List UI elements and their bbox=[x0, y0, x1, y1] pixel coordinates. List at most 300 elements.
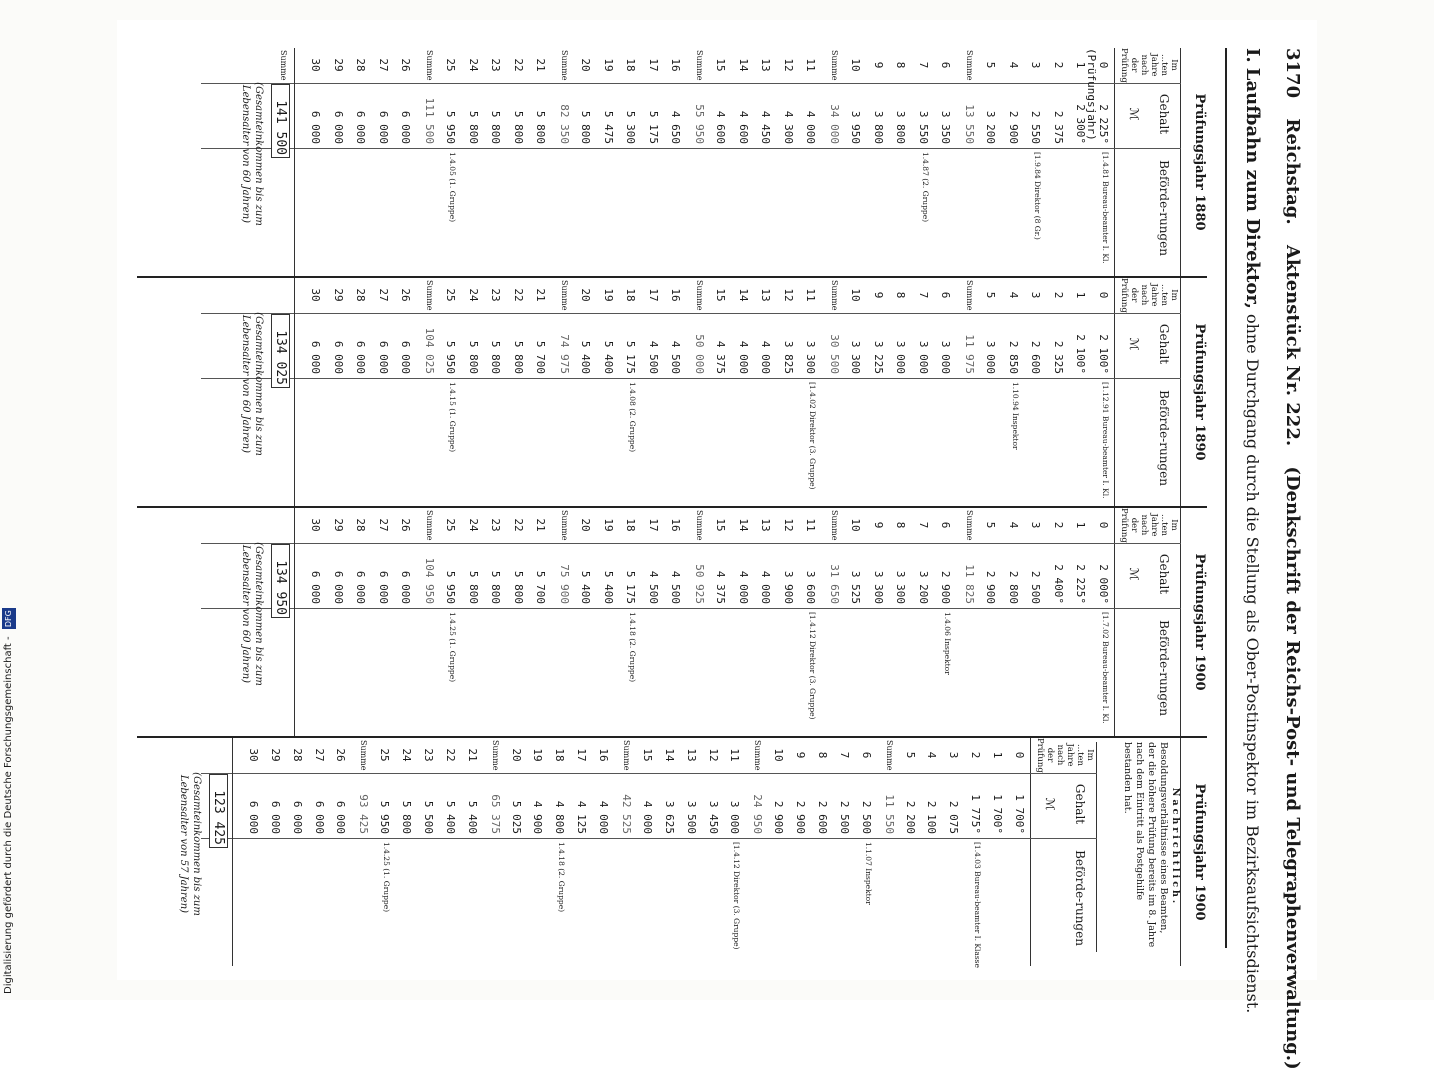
year-after-exam: 27 bbox=[377, 288, 390, 302]
year-after-exam: 6 bbox=[859, 751, 873, 759]
table-row bbox=[940, 48, 952, 276]
table-row bbox=[466, 738, 478, 966]
table-row bbox=[1075, 278, 1087, 506]
salary-value: 4 125 bbox=[575, 800, 589, 834]
grand-total-value: 123 425 bbox=[209, 774, 228, 848]
year-after-exam: 20 bbox=[509, 748, 523, 762]
table-row bbox=[940, 508, 952, 736]
salary-value: 2 500 bbox=[837, 800, 851, 834]
table-row bbox=[670, 508, 682, 736]
table-row bbox=[575, 738, 587, 966]
salary-value: 4 375 bbox=[714, 340, 728, 374]
table-row bbox=[1007, 278, 1019, 506]
table-row bbox=[663, 738, 675, 966]
table-row bbox=[805, 48, 817, 276]
promotion-note: [1.4.03 Bureau-beamter I. Klasse bbox=[973, 842, 983, 968]
year-after-exam: 24 bbox=[467, 288, 480, 302]
year-after-exam: 0 bbox=[1013, 751, 1026, 759]
salary-value: 4 800 bbox=[553, 800, 567, 834]
year-after-exam: 10 bbox=[772, 748, 786, 762]
salary-value: 6 000 bbox=[309, 340, 323, 374]
subtotal-row bbox=[690, 278, 706, 506]
salary-value: 2 900 bbox=[794, 800, 808, 834]
salary-value: 3 825 bbox=[782, 340, 795, 374]
salary-value: 6 000 bbox=[354, 340, 368, 374]
subtotal-row bbox=[690, 508, 706, 736]
year-after-exam: 13 bbox=[684, 748, 698, 762]
year-after-exam: 27 bbox=[312, 748, 326, 762]
year-after-exam: 26 bbox=[399, 288, 413, 302]
salary-value: 2 000° bbox=[1097, 564, 1110, 604]
salary-value: 4 500 bbox=[647, 340, 660, 374]
table-row bbox=[377, 508, 389, 736]
year-after-exam: 29 bbox=[268, 748, 282, 762]
year-after-exam: 2 bbox=[1052, 291, 1065, 299]
subtotal-row bbox=[555, 278, 571, 506]
year-after-exam: 12 bbox=[782, 518, 795, 532]
subtotal-value: 50 000 bbox=[693, 334, 706, 374]
subtotal-value: 104 950 bbox=[423, 557, 436, 604]
year-after-exam: 17 bbox=[647, 58, 660, 72]
table-row bbox=[715, 508, 727, 736]
year-after-exam: 28 bbox=[354, 58, 368, 72]
year-after-exam: 30 bbox=[246, 748, 260, 762]
year-after-exam: 16 bbox=[669, 58, 683, 72]
salary-value: 5 175 bbox=[624, 340, 638, 374]
salary-value: 3 300 bbox=[894, 570, 908, 604]
table-row bbox=[535, 48, 547, 276]
year-after-exam: 14 bbox=[737, 518, 750, 532]
section-year-title: Prüfungsjahr 1880 bbox=[1180, 48, 1207, 276]
dfg-logo-icon: DFG bbox=[2, 608, 16, 629]
salary-value: 6 000 bbox=[377, 570, 390, 604]
year-after-exam: 11 bbox=[804, 58, 818, 72]
total-income-footnote: (Gesamteinkommen bis zum Lebensalter von 60 Jahren) bbox=[240, 542, 264, 686]
salary-value: 3 000 bbox=[728, 800, 742, 834]
subtotal-row bbox=[420, 278, 436, 506]
salary-value: 3 000 bbox=[917, 340, 930, 374]
subtotal-value: 82 350 bbox=[558, 104, 571, 144]
salary-value: 5 800 bbox=[534, 110, 548, 144]
salary-value: 3 800 bbox=[894, 110, 908, 144]
salary-value: 6 000 bbox=[332, 340, 345, 374]
salary-value: 6 000 bbox=[332, 570, 345, 604]
salary-value: 5 800 bbox=[489, 110, 503, 144]
year-after-exam: 11 bbox=[728, 748, 742, 762]
salary-value: 4 600 bbox=[714, 110, 728, 144]
salary-value: 3 300 bbox=[804, 340, 818, 374]
year-after-exam: 30 bbox=[309, 288, 323, 302]
year-after-exam: 12 bbox=[706, 748, 720, 762]
year-after-exam: 0 bbox=[1097, 521, 1110, 529]
table-row bbox=[377, 278, 389, 506]
salary-value: 4 000 bbox=[759, 340, 773, 374]
page-number: 3170 bbox=[1282, 48, 1303, 99]
year-after-exam: 3 bbox=[1029, 291, 1043, 299]
salary-value: 2 800 bbox=[1007, 570, 1020, 604]
exam-year-section bbox=[137, 738, 1207, 966]
year-after-exam: 17 bbox=[647, 288, 660, 302]
promotion-note: 1.10.94 Inspektor bbox=[1011, 382, 1020, 450]
salary-value: 6 000 bbox=[399, 570, 413, 604]
table-row bbox=[334, 738, 346, 966]
table-row bbox=[985, 278, 997, 506]
year-after-exam: 22 bbox=[512, 58, 525, 72]
salary-value: 2 100 bbox=[925, 800, 939, 834]
table-row bbox=[602, 48, 614, 276]
year-after-exam: 16 bbox=[597, 748, 611, 762]
salary-value: 2 100° bbox=[1074, 334, 1088, 374]
section-year-title: Prüfungsjahr 1890 bbox=[1180, 278, 1207, 506]
subtotal-value: 24 950 bbox=[751, 794, 765, 834]
table-row bbox=[1013, 738, 1025, 966]
salary-value: 2 900 bbox=[772, 800, 786, 834]
year-after-exam: 15 bbox=[640, 748, 654, 762]
year-after-exam: 25 bbox=[444, 58, 458, 72]
table-row bbox=[1052, 48, 1064, 276]
salary-value: 2 500 bbox=[859, 800, 873, 834]
table-row bbox=[467, 278, 479, 506]
year-after-exam: 16 bbox=[669, 288, 683, 302]
subtotal-row bbox=[690, 48, 706, 276]
table-row bbox=[715, 48, 727, 276]
table-row bbox=[1075, 48, 1087, 276]
section-numeral: I. bbox=[1242, 48, 1263, 63]
currency-unit-label: ℳ bbox=[1127, 567, 1141, 581]
salary-value: 4 000 bbox=[737, 340, 750, 374]
table-row bbox=[602, 508, 614, 736]
salary-value: 5 400 bbox=[602, 340, 615, 374]
table-row bbox=[647, 48, 659, 276]
table-row bbox=[850, 508, 862, 736]
salary-value: 6 000 bbox=[246, 800, 260, 834]
salary-value: 2 325 bbox=[1052, 340, 1065, 374]
salary-value: 2 300° bbox=[1074, 104, 1088, 144]
salary-value: 5 400 bbox=[579, 340, 593, 374]
year-after-exam: 20 bbox=[579, 58, 593, 72]
subtotal-row bbox=[555, 508, 571, 736]
table-row bbox=[670, 278, 682, 506]
salary-value: 1 775° bbox=[969, 794, 983, 834]
year-after-exam: 30 bbox=[309, 518, 323, 532]
year-after-exam: 30 bbox=[309, 58, 323, 72]
salary-value: 3 000 bbox=[939, 340, 953, 374]
year-column-header: Im ...ten Jahre nach der Prüfung bbox=[1119, 278, 1179, 313]
subtotal-label: Summe bbox=[965, 50, 974, 81]
subtotal-value: 31 650 bbox=[828, 564, 841, 604]
year-after-exam: 6 bbox=[939, 61, 953, 69]
salary-value: 2 850 bbox=[1007, 340, 1020, 374]
year-after-exam: 10 bbox=[849, 58, 863, 72]
table-row bbox=[467, 48, 479, 276]
salary-value: 5 500 bbox=[422, 800, 435, 834]
table-row bbox=[904, 738, 916, 966]
subtotal-label: Summe bbox=[622, 740, 631, 771]
salary-value: 4 000 bbox=[640, 800, 654, 834]
year-after-exam: 24 bbox=[467, 518, 480, 532]
year-after-exam: 23 bbox=[489, 518, 503, 532]
year-after-exam: 8 bbox=[894, 521, 908, 529]
year-column-header: Im ...ten Jahre nach der Prüfung bbox=[1035, 738, 1095, 773]
salary-value: 4 500 bbox=[669, 340, 683, 374]
salary-value: 4 000 bbox=[804, 110, 818, 144]
year-after-exam: 11 bbox=[804, 288, 818, 302]
year-after-exam: 28 bbox=[354, 288, 368, 302]
table-row bbox=[512, 278, 524, 506]
salary-value: 6 000 bbox=[309, 570, 323, 604]
salary-value: 3 525 bbox=[849, 570, 863, 604]
table-row bbox=[310, 508, 322, 736]
salary-value: 5 175 bbox=[647, 110, 660, 144]
salary-value: 5 800 bbox=[489, 340, 503, 374]
table-row bbox=[895, 508, 907, 736]
promotion-note: [1.7.02 Bureau-beamter I. Kl. bbox=[1101, 612, 1110, 724]
table-row bbox=[760, 48, 772, 276]
salary-value: 4 450 bbox=[759, 110, 773, 144]
table-row bbox=[1007, 48, 1019, 276]
subtotal-label: Summe bbox=[830, 280, 839, 311]
table-row bbox=[707, 738, 719, 966]
year-after-exam: 22 bbox=[512, 518, 525, 532]
salary-value: 2 400° bbox=[1052, 564, 1065, 604]
promotion-note: 1.4.15 (1. Gruppe) bbox=[448, 382, 458, 453]
table-row bbox=[794, 738, 806, 966]
year-after-exam: 4 bbox=[1007, 521, 1020, 529]
promotion-note: 1.1.07 Inspektor bbox=[863, 842, 873, 905]
table-row bbox=[872, 278, 884, 506]
year-after-exam: 4 bbox=[1007, 291, 1020, 299]
table-row bbox=[737, 278, 749, 506]
salary-value: 2 500 bbox=[1029, 570, 1043, 604]
subtotal-row bbox=[960, 508, 976, 736]
year-after-exam: 2 bbox=[969, 751, 983, 759]
salary-value: 5 300 bbox=[624, 110, 638, 144]
year-after-exam: 21 bbox=[465, 748, 479, 762]
salary-value: 5 400 bbox=[579, 570, 593, 604]
table-row bbox=[597, 738, 609, 966]
table-row bbox=[925, 738, 937, 966]
subtotal-row bbox=[880, 738, 896, 966]
salary-value: 4 500 bbox=[669, 570, 683, 604]
salary-value: 6 000 bbox=[332, 110, 345, 144]
promotion-note: 1.4.18 (2. Gruppe) bbox=[628, 612, 638, 683]
year-after-exam: 2 bbox=[1052, 521, 1065, 529]
subtotal-row bbox=[825, 508, 841, 736]
table-row bbox=[850, 278, 862, 506]
table-row bbox=[715, 278, 727, 506]
note-body: Besoldungsverhältnisse eines Beamten, der die höhere Prüfung bereits im 8. Jahre nach dem Eintritt als Postgehilfe bestanden hat. bbox=[1122, 742, 1169, 948]
table-row bbox=[445, 508, 457, 736]
salary-value: 3 200 bbox=[984, 110, 998, 144]
year-after-exam: 5 bbox=[903, 751, 917, 759]
table-row bbox=[377, 48, 389, 276]
promotion-note: 1.4.08 (2. Gruppe) bbox=[628, 382, 638, 453]
table-row bbox=[422, 738, 434, 966]
table-row bbox=[625, 278, 637, 506]
subtotal-label: Summe bbox=[753, 740, 763, 771]
year-after-exam: 28 bbox=[354, 518, 368, 532]
table-row bbox=[850, 48, 862, 276]
year-after-exam: 17 bbox=[647, 518, 660, 532]
year-after-exam: 29 bbox=[332, 518, 345, 532]
year-after-exam: 27 bbox=[377, 58, 390, 72]
salary-value: 5 800 bbox=[512, 340, 525, 374]
subtotal-row bbox=[960, 48, 976, 276]
salary-value: 6 000 bbox=[309, 110, 323, 144]
page-header bbox=[1273, 48, 1303, 1070]
grand-total-row bbox=[208, 738, 233, 966]
year-after-exam: 19 bbox=[602, 58, 615, 72]
table-row bbox=[580, 508, 592, 736]
salary-value: 3 225 bbox=[872, 340, 885, 374]
table-row bbox=[737, 508, 749, 736]
salary-value: 3 000 bbox=[984, 340, 998, 374]
year-after-exam: 27 bbox=[377, 518, 390, 532]
year-after-exam: 29 bbox=[332, 58, 345, 72]
table-row bbox=[332, 48, 344, 276]
year-after-exam: 19 bbox=[602, 288, 615, 302]
table-row bbox=[467, 508, 479, 736]
year-after-exam: 20 bbox=[579, 288, 593, 302]
year-after-exam: 24 bbox=[467, 58, 480, 72]
promotion-note: [1.4.02 Direktor (3. Gruppe) bbox=[808, 382, 818, 490]
salary-value: 3 450 bbox=[706, 800, 720, 834]
salary-value: 6 000 bbox=[377, 340, 390, 374]
table-row bbox=[512, 508, 524, 736]
year-after-exam: 15 bbox=[714, 58, 728, 72]
subtotal-row bbox=[420, 48, 436, 276]
table-row bbox=[670, 48, 682, 276]
year-after-exam: 12 bbox=[782, 58, 795, 72]
salary-value: 5 800 bbox=[467, 110, 480, 144]
salary-value: 5 800 bbox=[489, 570, 503, 604]
table-row bbox=[355, 278, 367, 506]
salary-value: 2 225° bbox=[1074, 564, 1088, 604]
salary-value: 6 000 bbox=[312, 800, 326, 834]
year-after-exam: 0 bbox=[1097, 291, 1110, 299]
salary-value: 4 000 bbox=[597, 800, 611, 834]
salary-value: 5 700 bbox=[534, 340, 548, 374]
table-row bbox=[737, 48, 749, 276]
table-row bbox=[332, 508, 344, 736]
salary-value: 5 700 bbox=[534, 570, 548, 604]
salary-value: 1 700° bbox=[991, 794, 1005, 834]
salary-value: 2 900 bbox=[939, 570, 953, 604]
subtotal-label: Summe bbox=[965, 510, 974, 541]
subtotal-value: 93 425 bbox=[357, 794, 371, 834]
table-row bbox=[760, 278, 772, 506]
year-after-exam: 14 bbox=[737, 58, 750, 72]
subtotal-row bbox=[960, 278, 976, 506]
table-row bbox=[1030, 278, 1042, 506]
table-row bbox=[602, 278, 614, 506]
subtotal-label: Summe bbox=[695, 510, 704, 541]
year-after-exam: 24 bbox=[400, 748, 414, 762]
table-row bbox=[625, 508, 637, 736]
table-row bbox=[940, 278, 952, 506]
year-after-exam: 5 bbox=[984, 61, 998, 69]
salary-value: 5 800 bbox=[579, 110, 593, 144]
salary-column-header: Gehalt bbox=[1157, 93, 1171, 135]
year-after-exam: 14 bbox=[662, 748, 676, 762]
year-after-exam: 22 bbox=[512, 288, 525, 302]
section-year-title: Prüfungsjahr 1900 bbox=[1180, 508, 1207, 736]
year-after-exam: 26 bbox=[334, 748, 348, 762]
salary-value: 3 300 bbox=[872, 570, 885, 604]
table-row bbox=[969, 738, 981, 966]
table-row bbox=[772, 738, 784, 966]
salary-value: 5 400 bbox=[443, 800, 457, 834]
year-after-exam: 3 bbox=[1029, 521, 1043, 529]
salary-value: 3 950 bbox=[849, 110, 863, 144]
table-row bbox=[1030, 48, 1042, 276]
subtotal-value: 30 500 bbox=[828, 334, 841, 374]
salary-value: 4 900 bbox=[531, 800, 545, 834]
subtotal-label: Summe bbox=[359, 740, 369, 771]
table-row bbox=[985, 508, 997, 736]
salary-value: 3 500 bbox=[684, 800, 698, 834]
section-heading: Laufbahn zum Direktor, bbox=[1242, 67, 1263, 309]
salary-value: 4 600 bbox=[737, 110, 750, 144]
year-after-exam: 18 bbox=[624, 58, 638, 72]
grand-total-row bbox=[270, 508, 295, 736]
salary-column-header: Gehalt bbox=[1157, 323, 1171, 365]
salary-value: 4 000 bbox=[759, 570, 773, 604]
year-after-exam: 4 bbox=[1007, 61, 1020, 69]
salary-value: 4 650 bbox=[669, 110, 683, 144]
table-row bbox=[445, 278, 457, 506]
subtotal-row bbox=[486, 738, 502, 966]
table-row bbox=[947, 738, 959, 966]
year-after-exam: 16 bbox=[669, 518, 683, 532]
salary-value: 6 000 bbox=[334, 800, 348, 834]
subtotal-row bbox=[420, 508, 436, 736]
salary-value: 6 000 bbox=[399, 340, 413, 374]
year-after-exam: 25 bbox=[378, 748, 392, 762]
salary-value: 5 800 bbox=[512, 570, 525, 604]
year-after-exam: 3 bbox=[947, 751, 961, 759]
year-after-exam: 12 bbox=[782, 288, 795, 302]
year-after-exam: 8 bbox=[816, 751, 829, 759]
promotion-note: 1.4.25 (1. Gruppe) bbox=[382, 842, 392, 913]
table-row bbox=[355, 48, 367, 276]
salary-value: 4 300 bbox=[782, 110, 795, 144]
salary-value: 5 475 bbox=[602, 110, 615, 144]
year-after-exam: 14 bbox=[737, 288, 750, 302]
subtotal-value: 11 550 bbox=[882, 794, 896, 834]
table-row bbox=[641, 738, 653, 966]
table-row bbox=[535, 278, 547, 506]
year-after-exam: 25 bbox=[444, 288, 458, 302]
year-after-exam: 10 bbox=[849, 518, 863, 532]
table-row bbox=[917, 508, 929, 736]
subtotal-label: Summe bbox=[695, 280, 704, 311]
salary-value: 4 500 bbox=[647, 570, 660, 604]
subtotal-value: 104 025 bbox=[423, 327, 436, 374]
year-after-exam: 29 bbox=[332, 288, 345, 302]
salary-value: 5 025 bbox=[509, 800, 523, 834]
year-column-header: Im ...ten Jahre nach der Prüfung bbox=[1119, 508, 1179, 543]
table-row bbox=[1007, 508, 1019, 736]
subtotal-value: 75 900 bbox=[558, 564, 571, 604]
section-heading-rest: ohne Durchgang durch die Stellung als Ober-Postinspektor im Bezirksaufsichtsdienst. bbox=[1243, 313, 1262, 1014]
salary-value: 5 800 bbox=[467, 570, 480, 604]
document-number: Aktenstück Nr. 222. bbox=[1282, 244, 1303, 447]
salary-value: 3 350 bbox=[939, 110, 953, 144]
year-after-exam: 23 bbox=[422, 748, 435, 762]
year-after-exam: 9 bbox=[794, 751, 808, 759]
promotions-column-header: Beförde-rungen bbox=[1157, 620, 1171, 716]
